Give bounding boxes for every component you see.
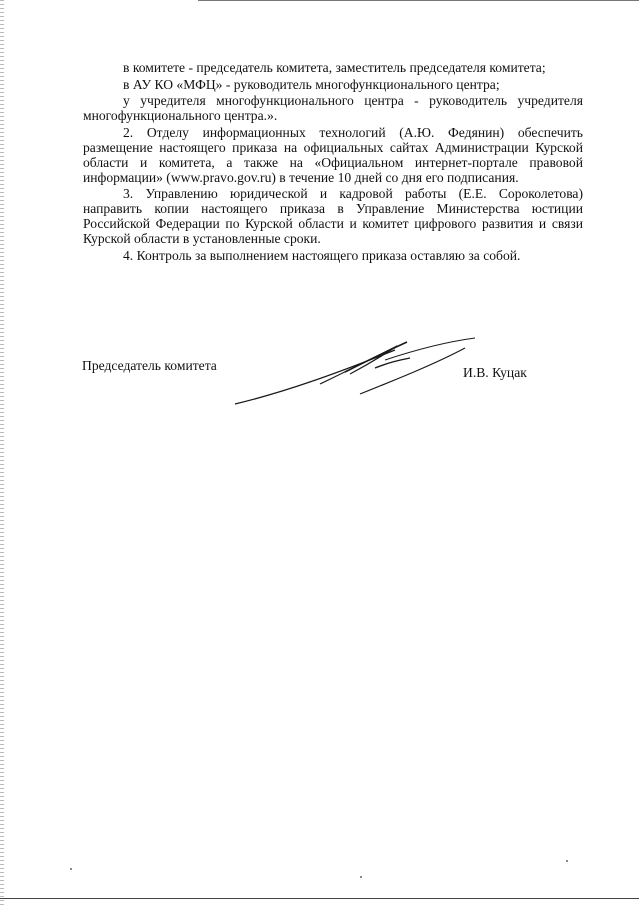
scan-speck: [70, 868, 72, 870]
paragraph-item-3: 3. Управлению юридической и кадровой работы (Е.Е. Сороколетова) направить копии настоящего приказа в Управление Министерства юстиции Российской Федерации по Курской области и комитет цифрового развития и связи Курской области в установленные сроки.: [83, 186, 583, 246]
paragraph-founder: у учредителя многофункционального центра - руководитель учредителя многофункционального центра.».: [83, 93, 583, 123]
bottom-rule: [0, 898, 639, 899]
top-rule: [198, 0, 639, 1]
scan-edge: [0, 0, 4, 905]
paragraph-item-2: 2. Отделу информационных технологий (А.Ю. Федянин) обеспечить размещение настоящего приказа на официальных сайтах Администрации Курской области и комитета, а также на «Официальном интернет-портале правовой информации» (www.pravo.gov.ru) в течение 10 дней со дня его подписания.: [83, 124, 583, 185]
paragraph-committee: в комитете - председатель комитета, заместитель председателя комитета;: [123, 60, 546, 75]
paragraph-mfc: в АУ КО «МФЦ» - руководитель многофункционального центра;: [123, 76, 500, 92]
signatory-role: Председатель комитета: [82, 358, 217, 373]
signatory-name: И.В. Куцак: [463, 365, 527, 380]
paragraph-item-4: 4. Контроль за выполнением настоящего приказа оставляю за собой.: [123, 247, 521, 263]
document-body: [83, 60, 583, 264]
scan-speck: [360, 876, 362, 878]
scan-speck: [566, 860, 568, 862]
